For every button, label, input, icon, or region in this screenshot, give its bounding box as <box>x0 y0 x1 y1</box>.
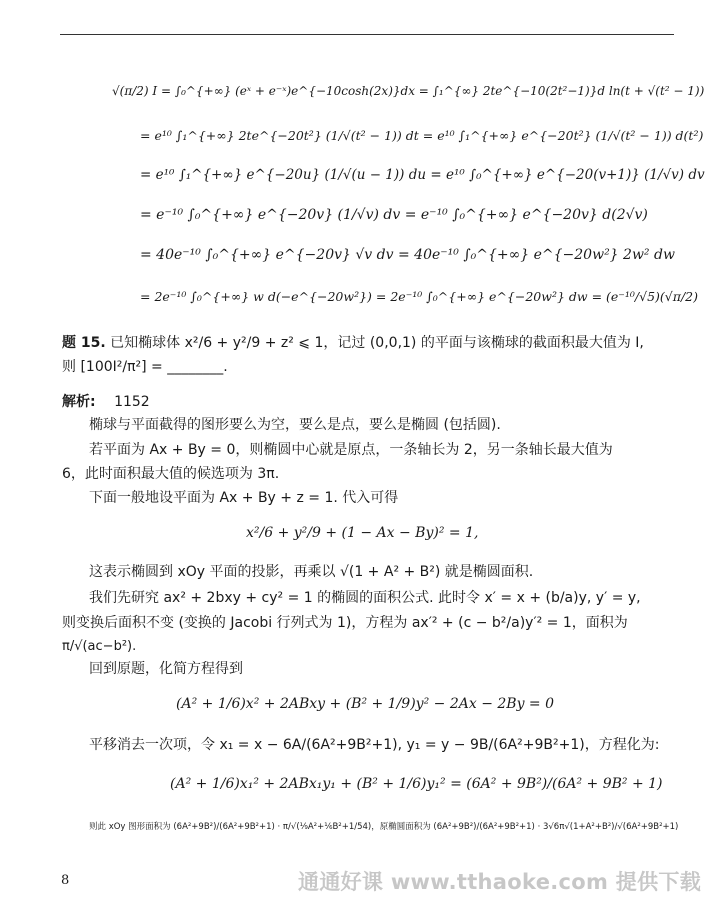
solution-paragraph-7: 平移消去一次项，令 x₁ = x − 6A/(6A²+9B²+1), y₁ = y − 9B/(6A²+9B²+1)，方程化为: <box>89 737 660 753</box>
equation-3: (A² + 1/6)x₁² + 2ABx₁y₁ + (B² + 1/6)y₁² = (6A² + 9B²)/(6A² + 9B² + 1) <box>170 776 663 792</box>
watermark: 通通好课 www.tthaoke.com 提供下载 <box>298 870 701 894</box>
solution-paragraph-4: 这表示椭圆到 xOy 平面的投影，再乘以 √(1 + A² + B²) 就是椭圆面积. <box>89 564 534 580</box>
solution-paragraph-2a: 若平面为 Ax + By = 0，则椭圆中心就是原点，一条轴长为 2，另一条轴长最大值为 <box>89 442 613 458</box>
derivation-line-4: = e⁻¹⁰ ∫₀^{+∞} e^{−20v} (1/√v) dv = e⁻¹⁰ ∫₀^{+∞} e^{−20v} d(2√v) <box>140 207 648 223</box>
solution-paragraph-3: 下面一般地设平面为 Ax + By + z = 1. 代入可得 <box>89 490 399 506</box>
derivation-line-6: = 2e⁻¹⁰ ∫₀^{+∞} w d(−e^{−20w²}) = 2e⁻¹⁰ ∫₀^{+∞} e^{−20w²} dw = (e⁻¹⁰/√5)(√π/2) <box>140 289 699 304</box>
solution-paragraph-5b: 则变换后面积不变 (变换的 Jacobi 行列式为 1)，方程为 ax′² + (c − b²/a)y′² = 1，面积为 <box>62 615 628 631</box>
solution-label: 解析: <box>62 394 96 410</box>
problem-text-2: 则 [100I²/π²] = ________. <box>62 359 228 375</box>
header-rule <box>60 34 674 35</box>
solution-answer: 1152 <box>114 394 150 410</box>
solution-paragraph-5a: 我们先研究 ax² + 2bxy + cy² = 1 的椭圆的面积公式. 此时令 x′ = x + (b/a)y, y′ = y, <box>89 590 641 606</box>
problem-label: 题 15. <box>62 335 106 351</box>
derivation-line-1: √(π/2) I = ∫₀^{+∞} (eˣ + e⁻ˣ)e^{−10cosh(2x)}dx = ∫₁^{∞} 2te^{−10(2t²−1)}d ln(t + √(t² − 1)) <box>112 84 705 98</box>
solution-paragraph-8: 则此 xOy 图形面积为 (6A²+9B²)/(6A²+9B²+1) · π/√(⅑A²+⅙B²+1/54)，原椭圆面积为 (6A²+9B²)/(6A²+9B²+1) · 3√6π√(1+A²+B²)/√(6A²+9B²+1) <box>89 822 679 832</box>
page-number: 8 <box>61 873 70 888</box>
solution-paragraph-1: 椭球与平面截得的图形要么为空，要么是点，要么是椭圆 (包括圆). <box>89 417 501 433</box>
derivation-line-2: = e¹⁰ ∫₁^{+∞} 2te^{−20t²} (1/√(t² − 1)) dt = e¹⁰ ∫₁^{+∞} e^{−20t²} (1/√(t² − 1)) d(t²) <box>140 128 704 143</box>
equation-2: (A² + 1/6)x² + 2ABxy + (B² + 1/9)y² − 2Ax − 2By = 0 <box>176 696 555 712</box>
derivation-line-5: = 40e⁻¹⁰ ∫₀^{+∞} e^{−20v} √v dv = 40e⁻¹⁰ ∫₀^{+∞} e^{−20w²} 2w² dw <box>140 247 675 263</box>
solution-header <box>62 393 150 411</box>
solution-paragraph-5c: π/√(ac−b²). <box>62 639 137 654</box>
solution-paragraph-6: 回到原题，化简方程得到 <box>89 661 243 677</box>
problem-statement <box>62 334 644 352</box>
problem-text-1: 已知椭球体 x²/6 + y²/9 + z² ⩽ 1，记过 (0,0,1) 的平面与该椭球的截面积最大值为 I, <box>110 335 644 351</box>
equation-1: x²/6 + y²/9 + (1 − Ax − By)² = 1, <box>246 525 479 541</box>
solution-paragraph-2b: 6，此时面积最大值的候选项为 3π. <box>62 466 280 482</box>
derivation-line-3: = e¹⁰ ∫₁^{+∞} e^{−20u} (1/√(u − 1)) du = e¹⁰ ∫₀^{+∞} e^{−20(v+1)} (1/√v) dv <box>140 167 705 183</box>
